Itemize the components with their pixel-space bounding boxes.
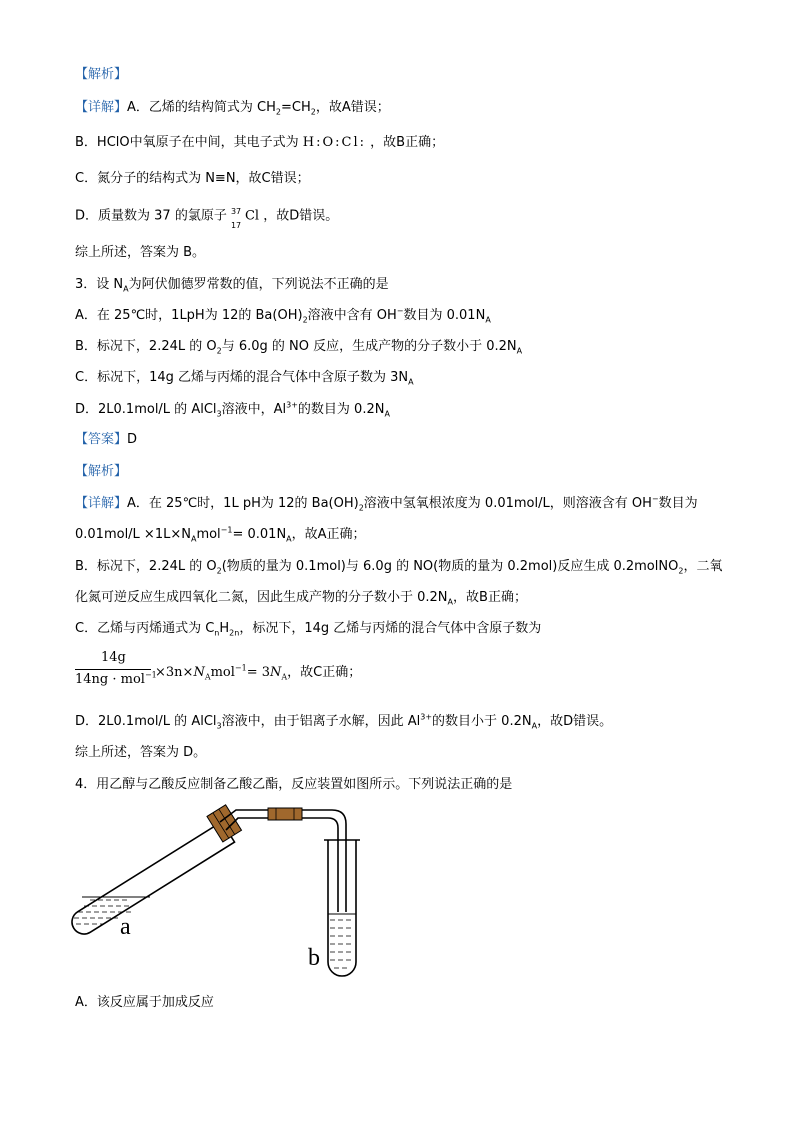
q3-stem: 3．设 $N_A$为阿伏伽德罗常数的值，下列说法不正确的是 — [75, 277, 389, 294]
s3-line-d: D．2L0.1mol/L 的 AlCl$_3$溶液中，由于铝离子水解，因此 $Al^{3+}$的数目小于 $0.2N_A$，故D错误。 — [75, 712, 613, 731]
label-b: b — [308, 945, 320, 971]
detail-tag: 【详解】 — [75, 100, 128, 115]
test-tube-b — [324, 840, 360, 976]
q3-option-d: D．2L0.1mol/L 的 AlCl$_3$溶液中，$Al^{3+}$的数目为 $0.2N_A$ — [75, 400, 390, 419]
liquid-b — [330, 920, 354, 968]
fraction-expression — [75, 650, 455, 690]
rubber-connector — [268, 808, 302, 820]
s3-line-b2: 化氮可逆反应生成四氧化二氮，因此生成产物的分子数小于 $0.2N_A$，故B正确； — [75, 590, 527, 607]
s1-line-d: D．质量数为 37 的氯原子 37 17 Cl ，故D错误。 — [75, 207, 338, 226]
label-a: a — [120, 914, 131, 940]
q4-option-a: A．该反应属于加成反应 — [75, 995, 214, 1010]
s3-line-a2: $0.01mol/L \times 1L\times N_Amol^{-1}= 0.01N_A$，故A正确； — [75, 525, 366, 544]
s3-line-a1: 【详解】A．在 25℃时，1L pH为 12的 $Ba(OH)_2$溶液中氢氧根浓度为 0.01mol/L，则溶液含有 OH−数目为 — [75, 494, 698, 513]
s1-line-c: C．氮分子的结构式为 N≡N，故C错误； — [75, 171, 310, 186]
mass-number: 37 — [230, 207, 242, 216]
q3-option-c: C．标况下，14g 乙烯与丙烯的混合气体中含原子数为 $3N_A$ — [75, 370, 414, 387]
apparatus-figure — [70, 800, 370, 985]
fraction-rest: $\times 3n\times N_Amol^{-1}= 3N_A$，故C正确； — [155, 663, 362, 682]
s1-line-a: 【详解】A．乙烯的结构简式为 $CH_2=CH_2$，故A错误； — [75, 100, 390, 117]
analysis-heading-1: 【解析】 — [75, 67, 128, 82]
q3-option-a: A．在 25℃时，1LpH为 12的 $Ba(OH)_2$溶液中含有 OH−数目为 $0.01N_A$ — [75, 306, 491, 325]
q4-stem: 4．用乙醇与乙酸反应制备乙酸乙酯，反应装置如图所示。下列说法正确的是 — [75, 777, 513, 792]
atomic-number: 17 — [230, 221, 242, 230]
q3-option-b: B．标况下，2.24L 的 $O_2$与 6.0g 的 NO 反应，生成产物的分子数小于 $0.2N_A$ — [75, 339, 523, 356]
s3-line-b1: B．标况下，2.24L 的 $O_2$(物质的量为 0.1mol)与 6.0g 的 NO(物质的量为 0.2mol)反应生成 0.2molNO$_2$，二氧 — [75, 559, 723, 576]
s1-line-b: B．HClO中氧原子在中间，其电子式为 H:O:Cl: ，故B正确； — [75, 135, 445, 150]
test-tube-a — [70, 822, 235, 939]
fraction-bar — [75, 669, 151, 670]
electron-formula: H:O:Cl: — [302, 135, 367, 150]
answer-value: D — [127, 432, 138, 447]
answer-line: 【答案】D — [75, 432, 138, 447]
analysis-heading-2: 【解析】 — [75, 464, 128, 479]
s1-summary: 综上所述，答案为 B。 — [75, 245, 206, 260]
s3-line-c1: C．乙烯与丙烯通式为 $C_nH_{2n}$，标况下，14g 乙烯与丙烯的混合气体中含原子数为 — [75, 621, 542, 638]
fraction-denominator: 14ng · mol$^{-1}$ — [75, 670, 157, 687]
fraction-numerator: 14g — [101, 650, 126, 665]
s3-summary: 综上所述，答案为 D。 — [75, 745, 207, 760]
